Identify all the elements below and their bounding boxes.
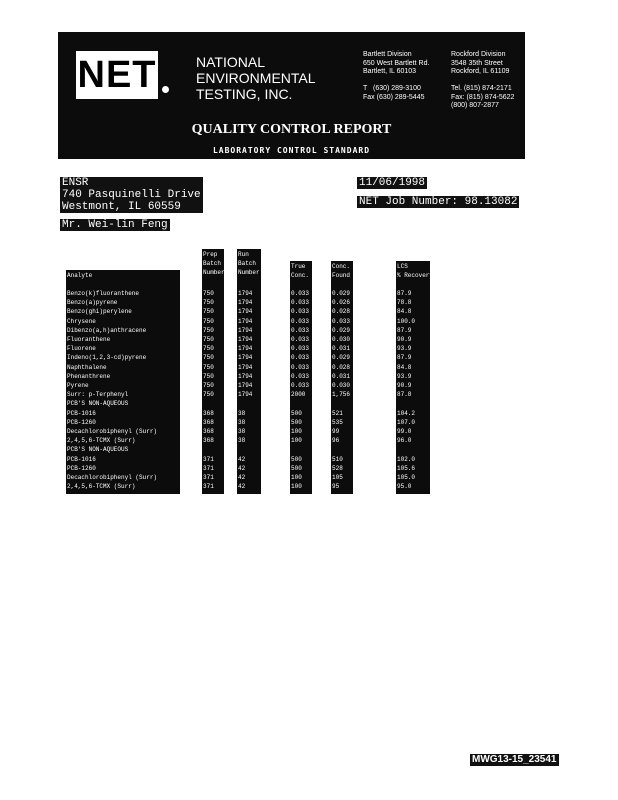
run-batch-header: Run Batch Number — [238, 251, 260, 276]
table-cell-conc-found: 0.030 — [332, 382, 351, 389]
client-contact: Mr. Wei-lin Feng — [62, 219, 168, 231]
table-cell-lcs-recovery: 107.0 — [397, 418, 416, 426]
table-cell-prep-batch: 750 — [203, 326, 214, 334]
table-cell-true-conc: 100 — [291, 428, 302, 435]
table-cell-lcs-recovery: 95.0 — [397, 483, 412, 491]
table-cell-true-conc: 100 — [291, 474, 302, 481]
table-cell-conc-found: 0.030 — [332, 336, 351, 343]
table-cell-analyte: Fluorene — [67, 345, 96, 353]
table-cell-analyte: Benzo(ghi)perylene — [67, 308, 132, 316]
prep-batch-header: Prep Batch Number — [203, 251, 225, 276]
table-cell-conc-found: 0.029 — [332, 354, 351, 362]
letterhead — [58, 32, 525, 159]
table-cell-lcs-recovery: 102.0 — [397, 455, 416, 463]
table-cell-prep-batch: 368 — [203, 428, 214, 435]
table-cell-prep-batch: 371 — [203, 483, 214, 491]
table-cell-conc-found: 0.033 — [332, 317, 351, 325]
table-cell-lcs-recovery: 93.9 — [397, 372, 412, 380]
table-cell-lcs-recovery: 84.8 — [397, 363, 412, 371]
table-cell-conc-found: 510 — [332, 455, 343, 463]
table-cell-prep-batch: 750 — [203, 382, 214, 389]
table-cell-lcs-recovery: 78.8 — [397, 299, 412, 307]
table-cell-prep-batch: 371 — [203, 474, 214, 481]
table-cell-true-conc: 0.033 — [291, 354, 310, 362]
table-cell-lcs-recovery: 105.0 — [397, 474, 416, 481]
table-cell-run-batch: 1794 — [238, 354, 253, 362]
table-cell-true-conc: 0.033 — [291, 363, 310, 371]
table-cell-true-conc: 0.033 — [291, 372, 310, 380]
table-cell-prep-batch: 750 — [203, 345, 214, 353]
table-cell-analyte: Chrysene — [67, 317, 96, 325]
rockford-division-address: Rockford Division 3548 35th Street Rockford, IL 61109 Tel. (815) 874-2171 Fax: (815) 874-5622 (800) 807-2877 — [451, 51, 515, 109]
table-cell-analyte: Surr: p-Terphenyl — [67, 391, 129, 399]
table-cell-run-batch: 38 — [238, 437, 246, 445]
table-cell-prep-batch: 368 — [203, 409, 214, 417]
table-cell-analyte: PCB-1260 — [67, 464, 96, 472]
table-cell-lcs-recovery: 87.9 — [397, 354, 412, 362]
lcs-recovery-header: LCS % Recovery — [397, 263, 434, 279]
table-cell-run-batch: 38 — [238, 418, 246, 426]
table-cell-conc-found: 105 — [332, 474, 343, 481]
job-number: NET Job Number: 98.13082 — [359, 196, 518, 208]
table-cell-lcs-recovery: 87.8 — [397, 391, 412, 399]
table-cell-lcs-recovery: 87.9 — [397, 326, 412, 334]
table-cell-analyte: 2,4,5,6-TCMX (Surr) — [67, 483, 136, 491]
conc-found-header: Conc. Found — [332, 263, 351, 279]
table-cell-prep-batch: 750 — [203, 363, 214, 371]
table-cell-true-conc: 500 — [291, 455, 302, 463]
table-cell-true-conc: 500 — [291, 464, 302, 472]
table-cell-lcs-recovery: 90.9 — [397, 336, 412, 343]
table-cell-run-batch: 1794 — [238, 382, 253, 389]
table-cell-analyte: Fluoranthene — [67, 336, 111, 343]
bartlett-division-address: Bartlett Division 650 West Bartlett Rd. Bartlett, IL 60103 T (630) 289-3100 Fax (630) 289-5445 — [363, 51, 430, 101]
net-logo: NET — [76, 51, 158, 99]
table-cell-analyte: PCB-1016 — [67, 409, 96, 417]
table-cell-prep-batch: 371 — [203, 464, 214, 472]
table-cell-prep-batch: 750 — [203, 308, 214, 316]
table-cell-true-conc: 0.033 — [291, 326, 310, 334]
table-cell-true-conc: 0.033 — [291, 336, 310, 343]
table-cell-analyte: Decachlorobiphenyl (Surr) — [67, 474, 158, 481]
table-cell-conc-found: 0.026 — [332, 299, 351, 307]
table-cell-prep-batch: 368 — [203, 418, 214, 426]
table-cell-true-conc: 0.033 — [291, 290, 310, 297]
table-cell-lcs-recovery: 104.2 — [397, 409, 416, 417]
table-cell-run-batch: 1794 — [238, 363, 253, 371]
true-conc-header: True Conc. — [291, 263, 310, 279]
table-cell-conc-found: 99 — [332, 428, 340, 435]
table-cell-analyte: Benzo(a)pyrene — [67, 299, 118, 307]
table-cell-prep-batch: 368 — [203, 437, 214, 445]
table-cell-true-conc: 100 — [291, 483, 302, 491]
table-cell-conc-found: 528 — [332, 464, 343, 472]
table-cell-true-conc: 0.033 — [291, 317, 310, 325]
table-cell-conc-found: 96 — [332, 437, 340, 445]
table-cell-prep-batch: 750 — [203, 336, 214, 343]
table-cell-run-batch: 38 — [238, 409, 246, 417]
table-cell-prep-batch: 750 — [203, 299, 214, 307]
report-date: 11/06/1998 — [359, 177, 426, 189]
table-cell-run-batch: 1794 — [238, 290, 253, 297]
table-cell-true-conc: 2000 — [291, 391, 306, 399]
table-cell-prep-batch: 750 — [203, 372, 214, 380]
table-cell-conc-found: 0.029 — [332, 326, 351, 334]
report-title: QUALITY CONTROL REPORT — [191, 122, 392, 137]
table-cell-lcs-recovery: 87.9 — [397, 290, 412, 297]
table-cell-analyte: Naphthalene — [67, 363, 107, 371]
table-cell-true-conc: 500 — [291, 418, 302, 426]
table-cell-run-batch: 1794 — [238, 391, 253, 399]
table-cell-prep-batch: 750 — [203, 354, 214, 362]
table-cell-conc-found: 1,756 — [332, 391, 351, 399]
table-cell-true-conc: 100 — [291, 437, 302, 445]
company-name-line-1: NATIONAL — [196, 54, 265, 70]
table-cell-analyte: PCB-1016 — [67, 455, 96, 463]
table-cell-prep-batch: 371 — [203, 455, 214, 463]
table-cell-true-conc: 500 — [291, 409, 302, 417]
table-cell-conc-found: 0.028 — [332, 363, 351, 371]
table-cell-analyte: Indeno(1,2,3-cd)pyrene — [67, 354, 147, 362]
report-subtitle: LABORATORY CONTROL STANDARD — [212, 146, 371, 155]
table-cell-true-conc: 0.033 — [291, 299, 310, 307]
document-id-stamp: MWG13-15_23541 — [472, 754, 557, 765]
table-cell-lcs-recovery: 105.6 — [397, 464, 416, 472]
table-cell-analyte: Pyrene — [67, 382, 89, 389]
table-cell-analyte: PCB'S NON-AQUEOUS — [67, 400, 129, 408]
table-cell-run-batch: 42 — [238, 483, 246, 491]
table-cell-lcs-recovery: 84.8 — [397, 308, 412, 316]
table-cell-run-batch: 1794 — [238, 372, 253, 380]
analyte-header: Analyte — [67, 272, 93, 279]
table-cell-analyte: Benzo(k)fluoranthene — [67, 290, 140, 297]
table-cell-lcs-recovery: 99.0 — [397, 428, 412, 435]
client-address: ENSR 740 Pasquinelli Drive Westmont, IL 60559 — [62, 177, 201, 213]
table-cell-lcs-recovery: 96.0 — [397, 437, 412, 445]
table-cell-prep-batch: 750 — [203, 290, 214, 297]
table-cell-conc-found: 0.028 — [332, 308, 351, 316]
table-cell-conc-found: 535 — [332, 418, 343, 426]
table-cell-analyte: Decachlorobiphenyl (Surr) — [67, 428, 158, 435]
table-cell-true-conc: 0.033 — [291, 345, 310, 353]
table-cell-conc-found: 521 — [332, 409, 343, 417]
table-cell-conc-found: 0.029 — [332, 290, 351, 297]
table-cell-analyte: Dibenzo(a,h)anthracene — [67, 326, 147, 334]
table-cell-prep-batch: 750 — [203, 317, 214, 325]
table-cell-conc-found: 95 — [332, 483, 340, 491]
table-cell-analyte: Phenanthrene — [67, 372, 111, 380]
registered-mark-icon — [162, 86, 169, 93]
table-cell-conc-found: 0.031 — [332, 372, 351, 380]
table-cell-run-batch: 42 — [238, 455, 246, 463]
table-cell-analyte: PCB-1260 — [67, 418, 96, 426]
table-cell-conc-found: 0.031 — [332, 345, 351, 353]
table-cell-lcs-recovery: 93.9 — [397, 345, 412, 353]
table-cell-analyte: PCB'S NON-AQUEOUS — [67, 446, 129, 454]
table-cell-run-batch: 42 — [238, 464, 246, 472]
table-cell-run-batch: 1794 — [238, 345, 253, 353]
table-cell-lcs-recovery: 100.0 — [397, 317, 416, 325]
table-cell-prep-batch: 750 — [203, 391, 214, 399]
table-cell-run-batch: 1794 — [238, 317, 253, 325]
table-cell-run-batch: 38 — [238, 428, 246, 435]
table-cell-analyte: 2,4,5,6-TCMX (Surr) — [67, 437, 136, 445]
company-name-line-2: ENVIRONMENTAL — [196, 70, 316, 86]
company-name-line-3: TESTING, INC. — [196, 86, 293, 102]
table-cell-true-conc: 0.033 — [291, 308, 310, 316]
table-cell-run-batch: 1794 — [238, 336, 253, 343]
table-cell-run-batch: 1794 — [238, 299, 253, 307]
table-cell-lcs-recovery: 90.9 — [397, 382, 412, 389]
table-cell-run-batch: 1794 — [238, 326, 253, 334]
table-cell-run-batch: 42 — [238, 474, 246, 481]
table-cell-true-conc: 0.033 — [291, 382, 310, 389]
table-cell-run-batch: 1794 — [238, 308, 253, 316]
